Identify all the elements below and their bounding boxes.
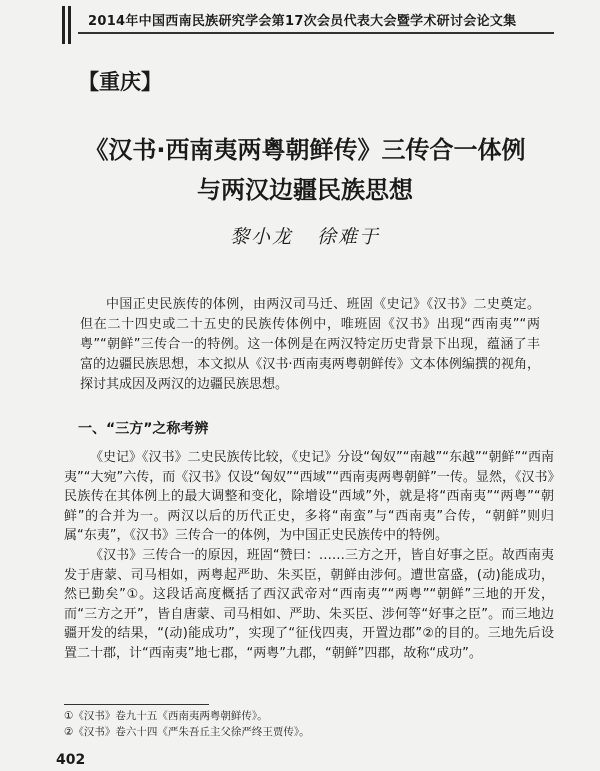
body-text xyxy=(64,448,554,664)
section-heading: 一、“三方”之称考辨 xyxy=(78,421,209,437)
paragraph: 《汉书》三传合一的原因，班固“赞曰：……三方之开，皆自好事之臣。故西南夷发于唐蒙、司马相如，两粤起严助、朱买臣，朝鲜由涉何。遭世富盛，(动)能成功，然已勤矣”①。这段话高度概括了西汉武帝对“西南夷”“两粤”“朝鲜”三地的开发，而“三方之开”，皆自唐蒙、司马相如、严助、朱买臣、涉何等“好事之臣”。而三地边疆开发的结果，“(动)能成功”，实现了“征伐四夷，开置边郡”②的目的。三地先后设置二十郡，计“西南夷”地七郡，“两粤”九郡，“朝鲜”四郡，故称“成功”。 xyxy=(64,547,554,661)
article-title-line-2: 与两汉边疆民族思想 xyxy=(197,176,413,204)
article-title-line-1: 《汉书·西南夷两粤朝鲜传》三传合一体例 xyxy=(84,136,526,164)
left-margin-bar xyxy=(68,6,71,44)
footnote: ②《汉书》卷六十四《严朱吾丘主父徐严终王贾传》。 xyxy=(64,726,310,738)
abstract: 中国正史民族传的体例，由两汉司马迁、班固《史记》《汉书》二史奠定。但在二十四史或二十五史的民族传体例中，唯班固《汉书》出现“西南夷”“两粤”“朝鲜”三传合一的特例。这一体例是在两汉特定历史背景下出现，蕴涵了丰富的边疆民族思想，本文拟从《汉书·西南夷两粤朝鲜传》文本体例编撰的视角，探讨其成因及两汉的边疆民族思想。 xyxy=(80,297,540,392)
running-head: 2014年中国西南民族研究学会第17次会员代表大会暨学术研讨会论文集 xyxy=(88,14,517,29)
authors: 黎小龙 徐难于 xyxy=(229,226,381,248)
page-number: 402 xyxy=(56,752,86,768)
footnotes xyxy=(64,708,534,740)
section-tag: 【重庆】 xyxy=(78,70,162,94)
header-rule xyxy=(78,32,554,34)
paragraph: 《史记》《汉书》二史民族传比较，《史记》分设“匈奴”“南越”“东越”“朝鲜”“西南夷”“大宛”六传，而《汉书》仅设“匈奴”“西域”“西南夷两粤朝鲜”一传。显然，《汉书》民族传在其体例上的最大调整和变化，除增设“西域”外，就是将“西南夷”“两粤”“朝鲜”的合并为一。两汉以后的历代正史，多将“南蛮”与“西南夷”合传，“朝鲜”则归属“东夷”，《汉书》三传合一的体例，为中国正史民族传中的特例。 xyxy=(64,450,554,544)
footnote: ①《汉书》卷九十五《西南夷两粤朝鲜传》。 xyxy=(64,710,268,722)
left-margin-bar xyxy=(62,6,65,44)
footnote-rule xyxy=(64,704,209,705)
